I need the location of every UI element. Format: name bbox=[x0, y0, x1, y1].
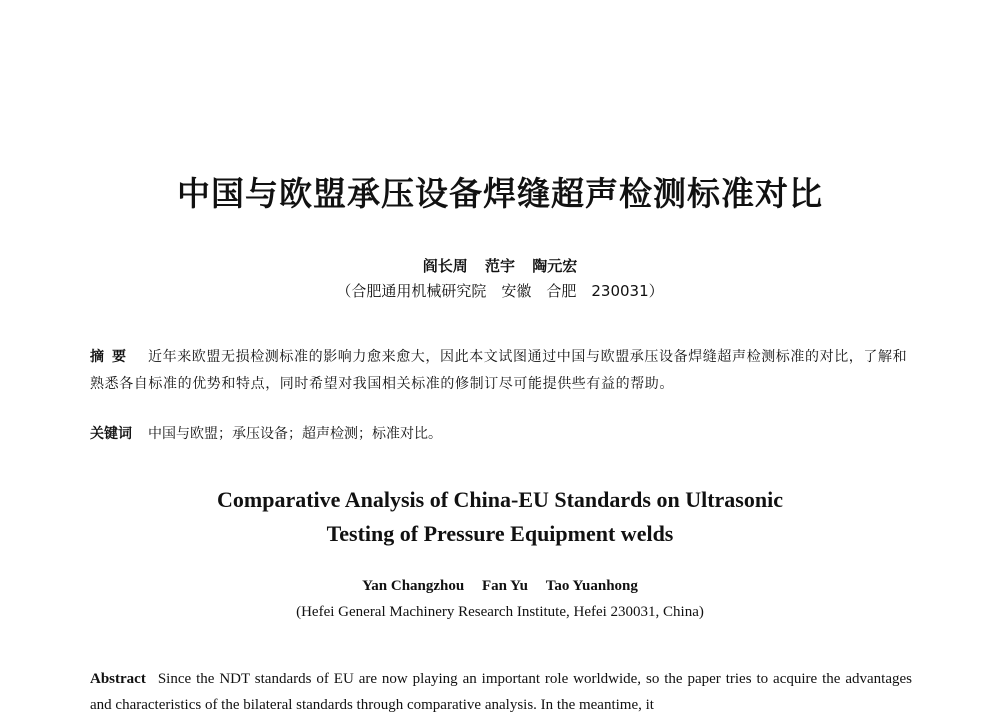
chinese-author-2: 范宇 bbox=[484, 257, 515, 275]
english-authors bbox=[0, 576, 1000, 596]
english-author-1: Yan Changzhou bbox=[362, 578, 465, 594]
chinese-author-1: 阎长周 bbox=[422, 257, 468, 275]
chinese-keywords-label: 关键词 bbox=[90, 426, 132, 442]
english-abstract-text: Since the NDT standards of EU are now playing an important role worldwide, so the paper tries to acquire the advantages and characteristics of the bilateral standards through comparative analysis. In the meantime, it bbox=[90, 671, 912, 713]
chinese-abstract bbox=[90, 344, 910, 398]
english-title bbox=[0, 483, 1000, 551]
english-author-2: Fan Yu bbox=[481, 578, 528, 594]
chinese-keywords bbox=[90, 422, 910, 446]
english-author-3: Tao Yuanhong bbox=[545, 578, 638, 594]
chinese-abstract-text: 近年来欧盟无损检测标准的影响力愈来愈大，因此本文试图通过中国与欧盟承压设备焊缝超声检测标准的对比，了解和熟悉各自标准的优势和特点，同时希望对我国相关标准的修制订尽可能提供些有益的帮助。 bbox=[90, 349, 908, 392]
english-abstract-label: Abstract bbox=[90, 671, 146, 687]
english-abstract bbox=[90, 666, 912, 718]
chinese-author-3: 陶元宏 bbox=[532, 257, 578, 275]
chinese-keywords-text: 中国与欧盟；承压设备；超声检测；标准对比。 bbox=[148, 426, 442, 442]
chinese-title: 中国与欧盟承压设备焊缝超声检测标准对比 bbox=[177, 174, 823, 213]
chinese-affiliation: （合肥通用机械研究院 安徽 合肥 230031） bbox=[336, 282, 664, 300]
chinese-abstract-label: 摘要 bbox=[90, 349, 134, 365]
english-title-line-2: Testing of Pressure Equipment welds bbox=[326, 521, 674, 546]
chinese-authors bbox=[0, 256, 1000, 276]
english-affiliation: (Hefei General Machinery Research Institute, Hefei 230031, China) bbox=[296, 604, 704, 620]
english-title-line-1: Comparative Analysis of China-EU Standards on Ultrasonic bbox=[217, 487, 783, 512]
